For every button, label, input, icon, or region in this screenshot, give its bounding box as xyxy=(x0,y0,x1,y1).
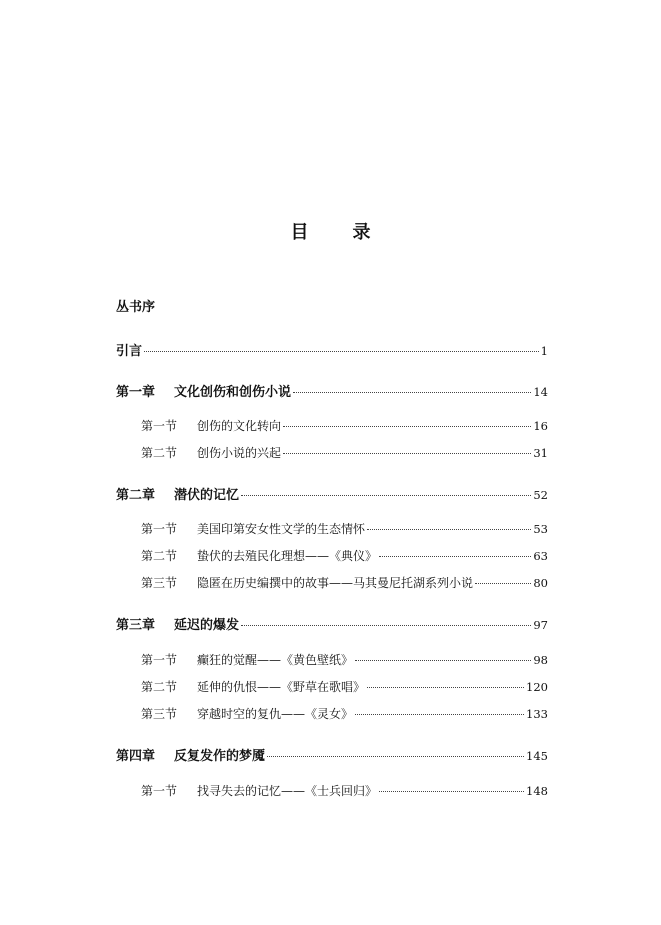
toc-section-entry[interactable] xyxy=(141,705,548,722)
entry-label: 第三节 xyxy=(141,576,178,590)
entry-page-number: 80 xyxy=(533,576,548,590)
entry-page-number: 53 xyxy=(533,522,548,536)
entry-title: 潜伏的记忆 xyxy=(174,488,240,503)
entry-title: 蛰伏的去殖民化理想——《典仪》 xyxy=(197,549,378,563)
dot-leader xyxy=(475,582,531,584)
entry-label: 第一节 xyxy=(141,522,178,536)
entry-page-number: 52 xyxy=(533,488,548,502)
entry-title: 引言 xyxy=(116,344,143,359)
toc-section-entry[interactable] xyxy=(141,444,548,461)
entry-label: 第一章 xyxy=(116,385,156,400)
entry-page-number: 63 xyxy=(533,549,548,563)
entry-title: 创伤的文化转向 xyxy=(197,419,282,433)
toc-section-entry[interactable] xyxy=(141,520,548,537)
toc-chapter-entry[interactable] xyxy=(116,484,548,503)
toc-section-entry[interactable] xyxy=(141,782,548,799)
entry-label: 第二章 xyxy=(116,488,156,503)
toc-section-entry[interactable] xyxy=(141,547,548,564)
entry-title: 创伤小说的兴起 xyxy=(197,446,282,460)
dot-leader xyxy=(267,755,524,757)
dot-leader xyxy=(379,790,524,792)
toc-section-entry[interactable] xyxy=(141,651,548,668)
dot-leader xyxy=(283,452,531,454)
toc-chapter-entry[interactable] xyxy=(116,381,548,400)
entry-title: 文化创伤和创伤小说 xyxy=(174,385,292,400)
entry-label: 第二节 xyxy=(141,446,178,460)
toc-title xyxy=(0,218,661,244)
entry-title: 延伸的仇恨——《野草在歌唱》 xyxy=(197,680,366,694)
toc-chapter-entry[interactable] xyxy=(116,745,548,764)
entry-title: 找寻失去的记忆——《士兵回归》 xyxy=(197,784,378,798)
entry-label: 第一节 xyxy=(141,419,178,433)
toc-section-entry[interactable] xyxy=(141,574,548,591)
dot-leader xyxy=(144,350,539,352)
entry-label: 第三节 xyxy=(141,707,178,721)
toc-chapter-entry[interactable] xyxy=(116,614,548,633)
dot-leader xyxy=(355,659,531,661)
toc-section-entry[interactable] xyxy=(141,678,548,695)
entry-page-number: 145 xyxy=(526,749,548,763)
entry-title: 癫狂的觉醒——《黄色壁纸》 xyxy=(197,653,354,667)
entry-page-number: 14 xyxy=(533,385,548,399)
dot-leader xyxy=(367,686,524,688)
toc-chapter-entry[interactable] xyxy=(116,340,548,359)
entry-label: 第三章 xyxy=(116,618,156,633)
entry-title: 反复发作的梦魇 xyxy=(174,749,266,764)
dot-leader xyxy=(241,494,531,496)
entry-page-number: 148 xyxy=(526,784,548,798)
toc-section-entry[interactable] xyxy=(141,417,548,434)
dot-leader xyxy=(355,713,524,715)
dot-leader xyxy=(293,391,531,393)
entry-page-number: 98 xyxy=(533,653,548,667)
dot-leader xyxy=(367,528,531,530)
entry-label: 第一节 xyxy=(141,784,178,798)
dot-leader xyxy=(241,624,531,626)
dot-leader xyxy=(283,425,531,427)
entry-title: 延迟的爆发 xyxy=(174,618,240,633)
entry-label: 第四章 xyxy=(116,749,156,764)
entry-title: 美国印第安女性文学的生态情怀 xyxy=(197,522,366,536)
entry-page-number: 31 xyxy=(533,446,548,460)
entry-page-number: 16 xyxy=(533,419,548,433)
dot-leader xyxy=(379,555,531,557)
entry-page-number: 133 xyxy=(526,707,548,721)
entry-page-number: 97 xyxy=(533,618,548,632)
toc-title-left: 目 xyxy=(290,222,309,243)
entry-page-number: 1 xyxy=(540,344,548,358)
entry-title: 穿越时空的复仇——《灵女》 xyxy=(197,707,354,721)
entry-page-number: 120 xyxy=(526,680,548,694)
preface-heading[interactable]: 丛书序 xyxy=(116,300,156,315)
entry-label: 第二节 xyxy=(141,680,178,694)
entry-label: 第二节 xyxy=(141,549,178,563)
entry-label: 第一节 xyxy=(141,653,178,667)
toc-title-right: 录 xyxy=(352,222,371,243)
entry-title: 隐匿在历史编撰中的故事——马其曼尼托湖系列小说 xyxy=(197,576,474,590)
